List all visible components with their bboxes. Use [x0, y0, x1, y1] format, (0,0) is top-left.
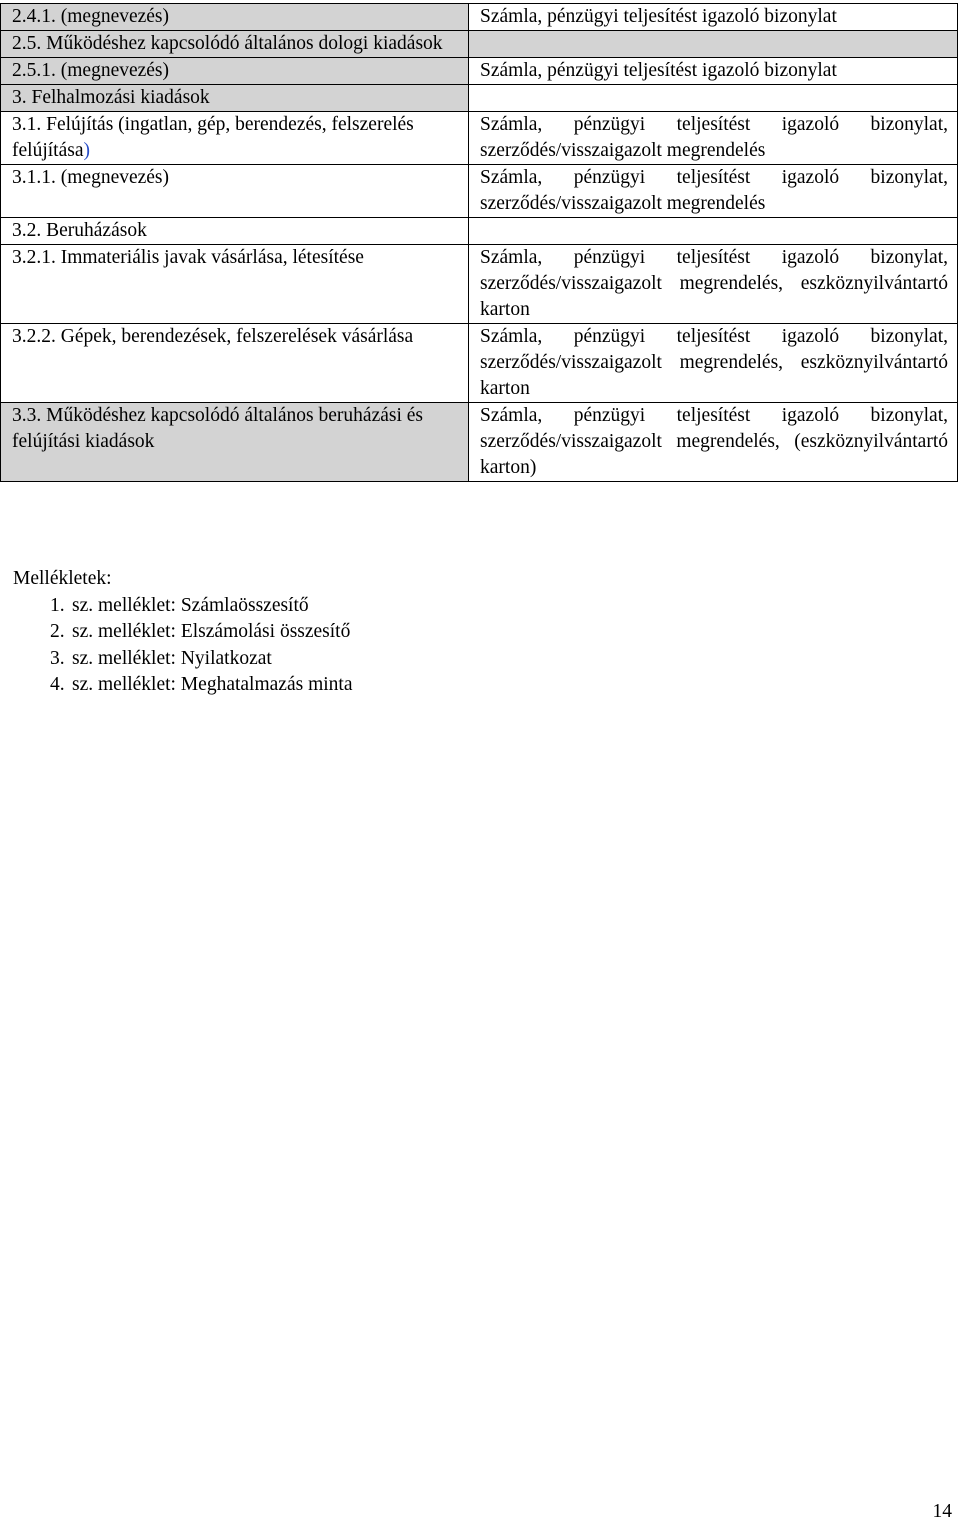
list-item-text: sz. melléklet: Meghatalmazás minta — [72, 674, 353, 695]
table-row — [1, 58, 958, 85]
table-row — [1, 165, 958, 218]
row-label: 2.5.1. (megnevezés) — [1, 58, 469, 85]
list-item — [13, 619, 352, 646]
row-label: 3.2.2. Gépek, berendezések, felszerelések vásárlása — [1, 324, 469, 403]
row-document-requirement — [469, 85, 958, 112]
list-item-number: 4. — [50, 674, 65, 695]
row-document-requirement: Számla, pénzügyi teljesítést igazoló bizonylat, szerződés/visszaigazolt megrendelés — [469, 112, 958, 165]
table-row — [1, 245, 958, 324]
table-row — [1, 85, 958, 112]
row-label: 2.4.1. (megnevezés) — [1, 4, 469, 31]
row-label: 2.5. Működéshez kapcsolódó általános dologi kiadások — [1, 31, 469, 58]
row-document-requirement: Számla, pénzügyi teljesítést igazoló bizonylat, szerződés/visszaigazolt megrendelés, eszköznyilvántartó karton — [469, 245, 958, 324]
list-item-text: sz. melléklet: Elszámolási összesítő — [72, 621, 351, 642]
list-item — [13, 672, 352, 699]
list-item-text: sz. melléklet: Nyilatkozat — [72, 647, 272, 669]
list-item — [13, 593, 352, 620]
row-document-requirement: Számla, pénzügyi teljesítést igazoló bizonylat — [469, 4, 958, 31]
list-item-text: sz. melléklet: Számlaösszesítő — [72, 594, 309, 616]
list-item-number: 3. — [50, 647, 65, 669]
table-row — [1, 112, 958, 165]
row-document-requirement: Számla, pénzügyi teljesítést igazoló bizonylat — [469, 58, 958, 85]
row-document-requirement: Számla, pénzügyi teljesítést igazoló bizonylat, szerződés/visszaigazolt megrendelés, eszköznyilvántartó karton — [469, 324, 958, 403]
row-document-requirement — [469, 218, 958, 245]
table-row — [1, 31, 958, 58]
row-label: 3.3. Működéshez kapcsolódó általános beruházási és felújítási kiadások — [1, 403, 469, 482]
row-label: 3. Felhalmozási kiadások — [1, 85, 469, 112]
table-row — [1, 4, 958, 31]
attachments-section — [13, 566, 352, 699]
list-item-number: 1. — [50, 594, 65, 616]
row-document-requirement: Számla, pénzügyi teljesítést igazoló bizonylat, szerződés/visszaigazolt megrendelés, (eszköznyilvántartó karton) — [469, 403, 958, 482]
closing-parenthesis: ) — [83, 140, 90, 161]
attachments-list — [13, 593, 352, 699]
row-label-text: 3.1. Felújítás (ingatlan, gép, berendezés, felszerelés felújítása — [12, 114, 414, 161]
table-row — [1, 218, 958, 245]
table-row — [1, 403, 958, 482]
row-document-requirement: Számla, pénzügyi teljesítést igazoló bizonylat, szerződés/visszaigazolt megrendelés — [469, 165, 958, 218]
attachments-heading: Mellékletek: — [13, 568, 112, 589]
row-label — [1, 112, 469, 165]
row-label: 3.1.1. (megnevezés) — [1, 165, 469, 218]
row-label: 3.2. Beruházások — [1, 218, 469, 245]
list-item-number: 2. — [50, 621, 65, 642]
row-document-requirement — [469, 31, 958, 58]
row-label: 3.2.1. Immateriális javak vásárlása, létesítése — [1, 245, 469, 324]
page-number: 14 — [932, 1501, 952, 1522]
list-item — [13, 646, 352, 673]
table-row — [1, 324, 958, 403]
expense-table — [0, 3, 958, 482]
